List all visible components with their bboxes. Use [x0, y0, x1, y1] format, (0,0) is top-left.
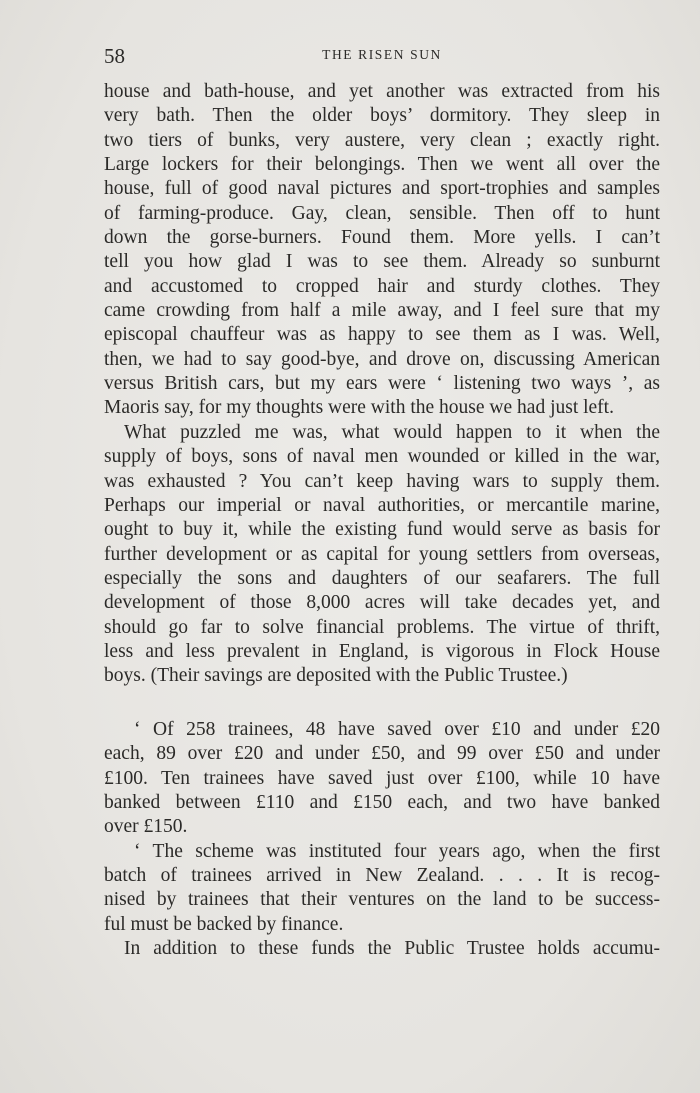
text-line: versus British cars, but my ears were ‘ listening two ways ’, as: [104, 373, 660, 395]
text-line: should go far to solve financial problems. The virtue of thrift,: [104, 616, 660, 638]
text-line: ful must be backed by finance.: [104, 913, 344, 935]
text-line: development of those 8,000 acres will take decades yet, and: [104, 592, 660, 614]
text-line: In addition to these funds the Public Trustee holds accumu-: [124, 938, 660, 960]
text-line: ‘ The scheme was instituted four years ago, when the first: [134, 840, 660, 862]
text-line: of farming-produce. Gay, clean, sensible. Then off to hunt: [104, 202, 660, 224]
text-line: especially the sons and daughters of our seafarers. The full: [104, 567, 660, 589]
quote-paragraph: [104, 937, 660, 961]
text-line: very bath. Then the older boys’ dormitory. They sleep in: [104, 105, 660, 127]
text-line: Maoris say, for my thoughts were with the house we had just left.: [104, 397, 614, 419]
text-line: each, 89 over £20 and under £50, and 99 over £50 and under: [104, 743, 660, 765]
text-line: then, we had to say good-bye, and drove on, discussing American: [104, 348, 660, 370]
paragraph: [104, 80, 660, 421]
text-line: house, full of good naval pictures and sport-trophies and samples: [104, 178, 660, 200]
text-line: episcopal chauffeur was as happy to see them as I was. Well,: [104, 324, 660, 346]
text-line: banked between £110 and £150 each, and two have banked: [104, 792, 660, 814]
text-line: boys. (Their savings are deposited with the Public Trustee.): [104, 665, 568, 687]
text-line: ‘ Of 258 trainees, 48 have saved over £10 and under £20: [134, 719, 660, 740]
quote-paragraph: [104, 718, 660, 840]
paragraph: [104, 421, 660, 689]
text-line: less and less prevalent in England, is vigorous in Flock House: [104, 640, 660, 662]
text-line: supply of boys, sons of naval men wounded or killed in the war,: [104, 446, 660, 468]
running-head: [104, 44, 660, 70]
text-line: and accustomed to cropped hair and sturdy clothes. They: [104, 275, 660, 297]
text-line: £100. Ten trainees have saved just over £100, while 10 have: [104, 767, 660, 789]
text-line: nised by trainees that their ventures on the land to be success-: [104, 889, 660, 911]
running-title: THE RISEN SUN: [322, 47, 442, 62]
text-line: over £150.: [104, 816, 188, 838]
quoted-passage: [104, 718, 660, 961]
text-line: two tiers of bunks, very austere, very clean ; exactly right.: [104, 129, 660, 151]
quote-paragraph: [104, 840, 660, 937]
text-line: came crowding from half a mile away, and I feel sure that my: [104, 300, 660, 322]
text-line: down the gorse-burners. Found them. More yells. I can’t: [104, 227, 660, 249]
text-line: further development or as capital for young settlers from overseas,: [104, 543, 660, 565]
text-line: tell you how glad I was to see them. Already so sunburnt: [104, 251, 660, 273]
text-line: Large lockers for their belongings. Then we went all over the: [104, 154, 660, 176]
text-line: house and bath-house, and yet another was extracted from his: [104, 81, 660, 102]
text-line: was exhausted ? You can’t keep having wars to supply them.: [104, 470, 660, 492]
text-line: batch of trainees arrived in New Zealand. . . . It is recog-: [104, 865, 660, 887]
text-line: ought to buy it, while the existing fund would serve as basis for: [104, 519, 660, 541]
text-line: What puzzled me was, what would happen to it when the: [124, 421, 660, 443]
body-text: [104, 80, 660, 689]
text-line: Perhaps our imperial or naval authorities, or mercantile marine,: [104, 494, 660, 516]
page-number: 58: [104, 44, 125, 68]
